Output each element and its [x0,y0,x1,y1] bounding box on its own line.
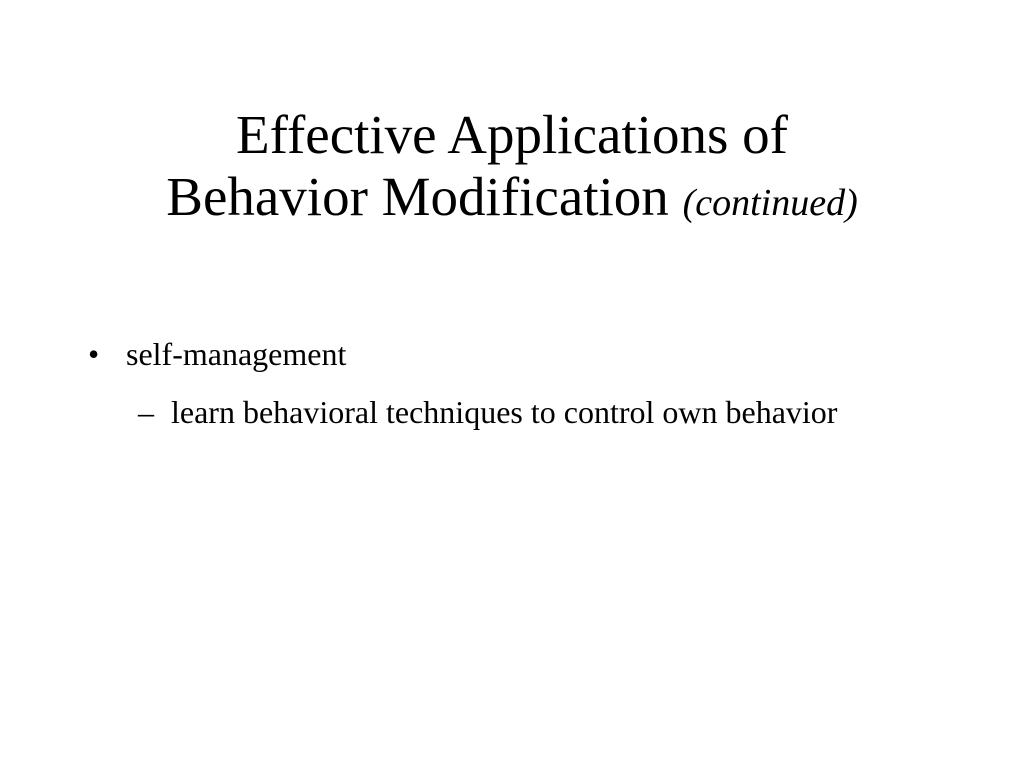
slide-title [0,104,1024,234]
dash-icon: – [138,394,154,430]
bullet-text: self-management [126,336,347,372]
sub-bullet-text: learn behavioral techniques to control own behavior [171,394,838,430]
title-line-2 [0,166,1024,234]
bullet-icon: • [88,336,100,372]
bullet-item [88,332,948,376]
title-suffix: (continued) [682,182,858,224]
title-main-text: Behavior Modification [166,166,669,227]
sub-bullet-item [138,388,891,437]
slide-body [88,332,948,437]
title-line-1: Effective Applications of [236,104,788,165]
